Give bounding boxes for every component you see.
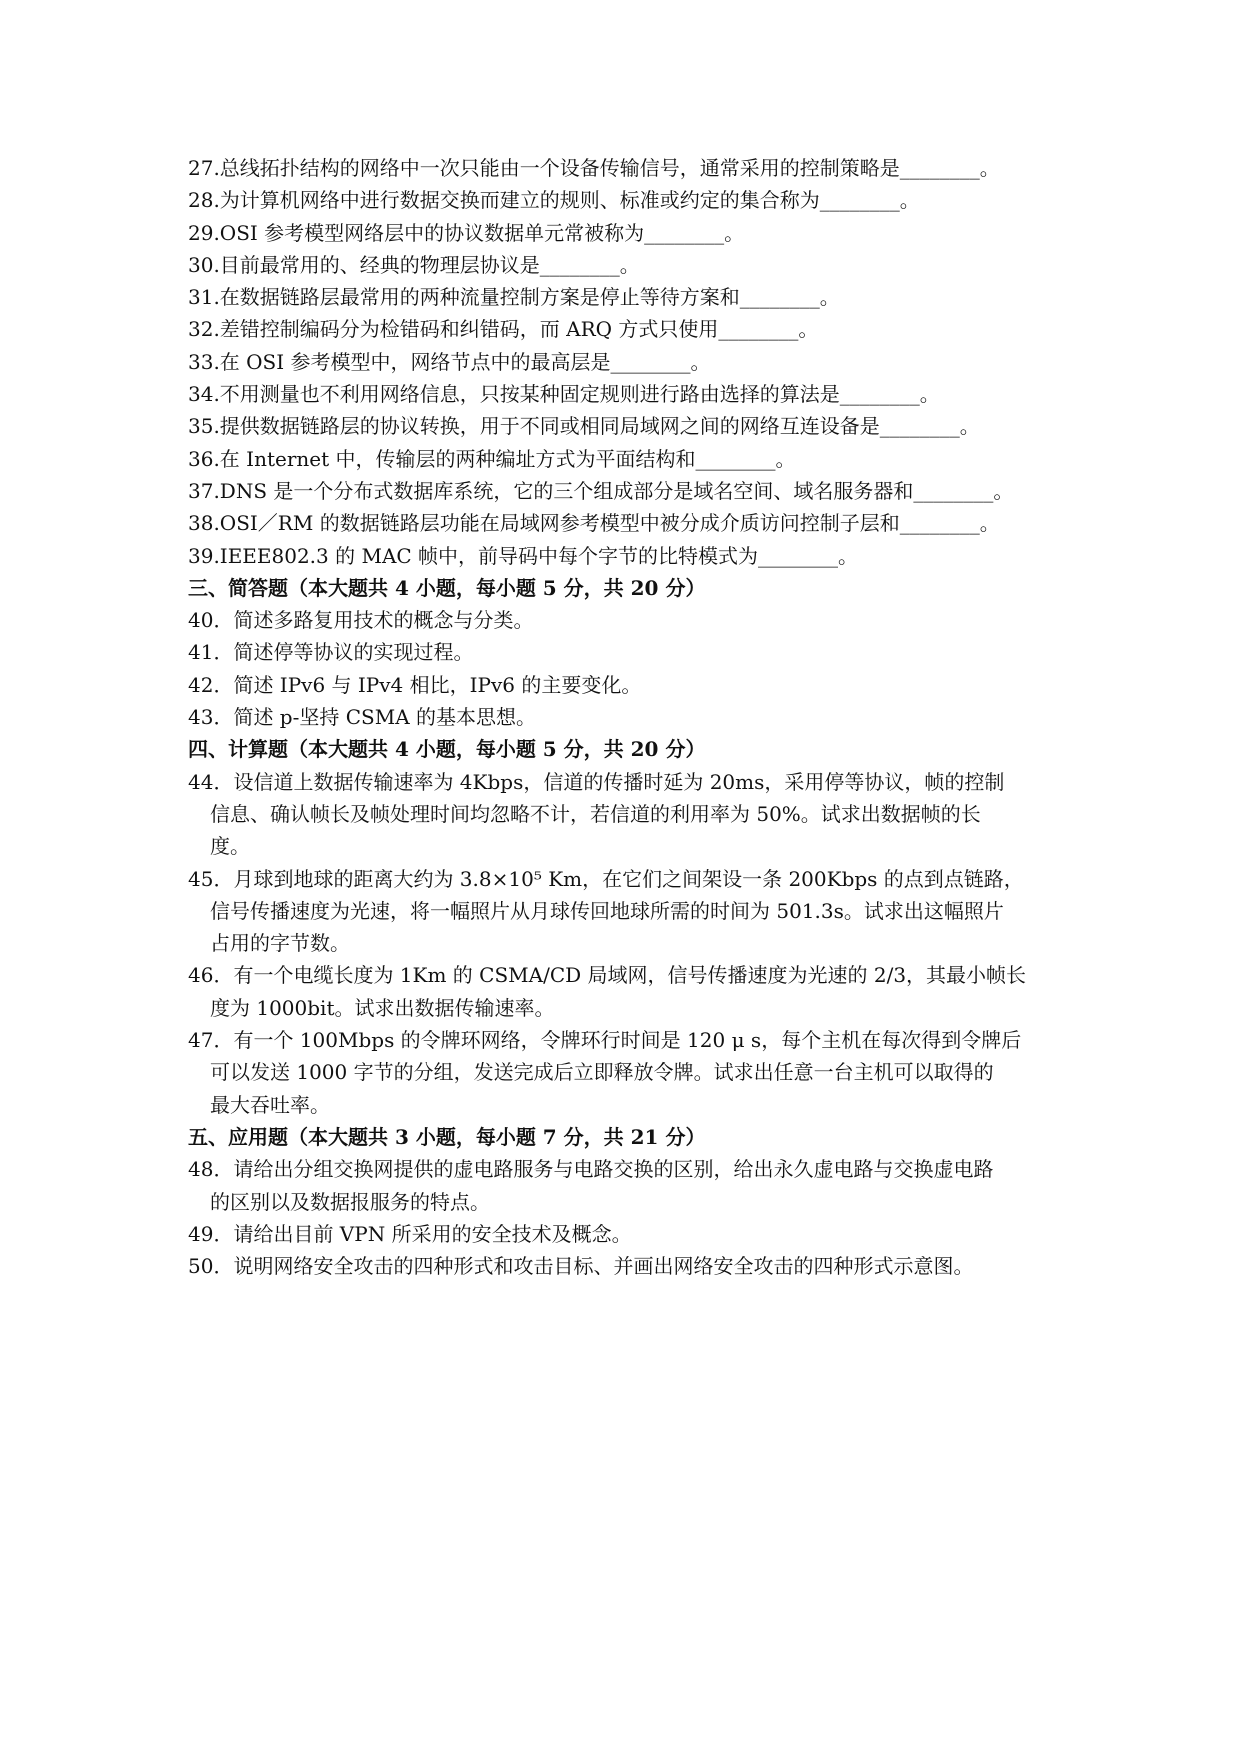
question-46	[188, 959, 1068, 1024]
question-39: 39.IEEE802.3 的 MAC 帧中，前导码中每个字节的比特模式为________。	[188, 543, 859, 568]
question-46-line-1: 46．有一个电缆长度为 1Km 的 CSMA/CD 局域网，信号传播速度为光速的 2/3，其最小帧长	[188, 963, 1027, 988]
question-40: 40．简述多路复用技术的概念与分类。	[188, 608, 534, 633]
question-47-line-2: 可以发送 1000 字节的分组，发送完成后立即释放令牌。试求出任意一台主机可以取得的	[210, 1060, 994, 1085]
question-35: 35.提供数据链路层的协议转换，用于不同或相同局域网之间的网络互连设备是________。	[188, 414, 980, 439]
question-45	[188, 863, 1068, 960]
question-44-line-2: 信息、确认帧长及帧处理时间均忽略不计，若信道的利用率为 50%。试求出数据帧的长	[210, 801, 981, 826]
question-47	[188, 1024, 1068, 1121]
question-44	[188, 766, 1068, 863]
question-44-line-3: 度。	[210, 834, 250, 859]
question-45-line-1: 45．月球到地球的距离大约为 3.8×10⁵ Km，在它们之间架设一条 200Kbps 的点到点链路，	[188, 866, 1024, 891]
question-38: 38.OSI／RM 的数据链路层功能在局域网参考模型中被分成介质访问控制子层和________。	[188, 511, 1000, 536]
question-48	[188, 1153, 1068, 1218]
question-50: 50．说明网络安全攻击的四种形式和攻击目标、并画出网络安全攻击的四种形式示意图。	[188, 1254, 974, 1279]
question-48-line-2: 的区别以及数据报服务的特点。	[210, 1189, 490, 1214]
question-41: 41．简述停等协议的实现过程。	[188, 640, 474, 665]
question-28: 28.为计算机网络中进行数据交换而建立的规则、标准或约定的集合称为________。	[188, 188, 920, 213]
question-42: 42．简述 IPv6 与 IPv4 相比，IPv6 的主要变化。	[188, 672, 642, 697]
section-heading-calculation: 四、计算题（本大题共 4 小题，每小题 5 分，共 20 分）	[188, 737, 706, 762]
exam-content	[188, 152, 1068, 1282]
question-36: 36.在 Internet 中，传输层的两种编址方式为平面结构和________。	[188, 446, 796, 471]
question-31: 31.在数据链路层最常用的两种流量控制方案是停止等待方案和________。	[188, 285, 840, 310]
question-29: 29.OSI 参考模型网络层中的协议数据单元常被称为________。	[188, 220, 745, 245]
question-45-line-2: 信号传播速度为光速，将一幅照片从月球传回地球所需的时间为 501.3s。试求出这幅照片	[210, 898, 1004, 923]
question-47-line-3: 最大吞吐率。	[210, 1092, 330, 1117]
question-46-line-2: 度为 1000bit。试求出数据传输速率。	[210, 995, 555, 1020]
question-27: 27.总线拓扑结构的网络中一次只能由一个设备传输信号，通常采用的控制策略是________。	[188, 156, 1000, 180]
section-heading-application: 五、应用题（本大题共 3 小题，每小题 7 分，共 21 分）	[188, 1124, 706, 1149]
question-33: 33.在 OSI 参考模型中，网络节点中的最高层是________。	[188, 349, 711, 374]
question-37: 37.DNS 是一个分布式数据库系统，它的三个组成部分是域名空间、域名服务器和________。	[188, 478, 1014, 503]
question-48-line-1: 48．请给出分组交换网提供的虚电路服务与电路交换的区别，给出永久虚电路与交换虚电路	[188, 1157, 994, 1182]
question-49: 49．请给出目前 VPN 所采用的安全技术及概念。	[188, 1221, 632, 1246]
question-34: 34.不用测量也不利用网络信息，只按某种固定规则进行路由选择的算法是________。	[188, 382, 940, 407]
question-43: 43．简述 p-坚持 CSMA 的基本思想。	[188, 705, 537, 730]
question-44-line-1: 44．设信道上数据传输速率为 4Kbps，信道的传播时延为 20ms，采用停等协议，帧的控制	[188, 769, 1005, 794]
question-47-line-1: 47．有一个 100Mbps 的令牌环网络，令牌环行时间是 120 μ s，每个主机在每次得到令牌后	[188, 1028, 1022, 1053]
question-30: 30.目前最常用的、经典的物理层协议是________。	[188, 252, 640, 277]
question-32: 32.差错控制编码分为检错码和纠错码，而 ARQ 方式只使用________。	[188, 317, 819, 342]
section-heading-short-answer: 三、简答题（本大题共 4 小题，每小题 5 分，共 20 分）	[188, 575, 706, 600]
question-45-line-3: 占用的字节数。	[210, 931, 350, 956]
